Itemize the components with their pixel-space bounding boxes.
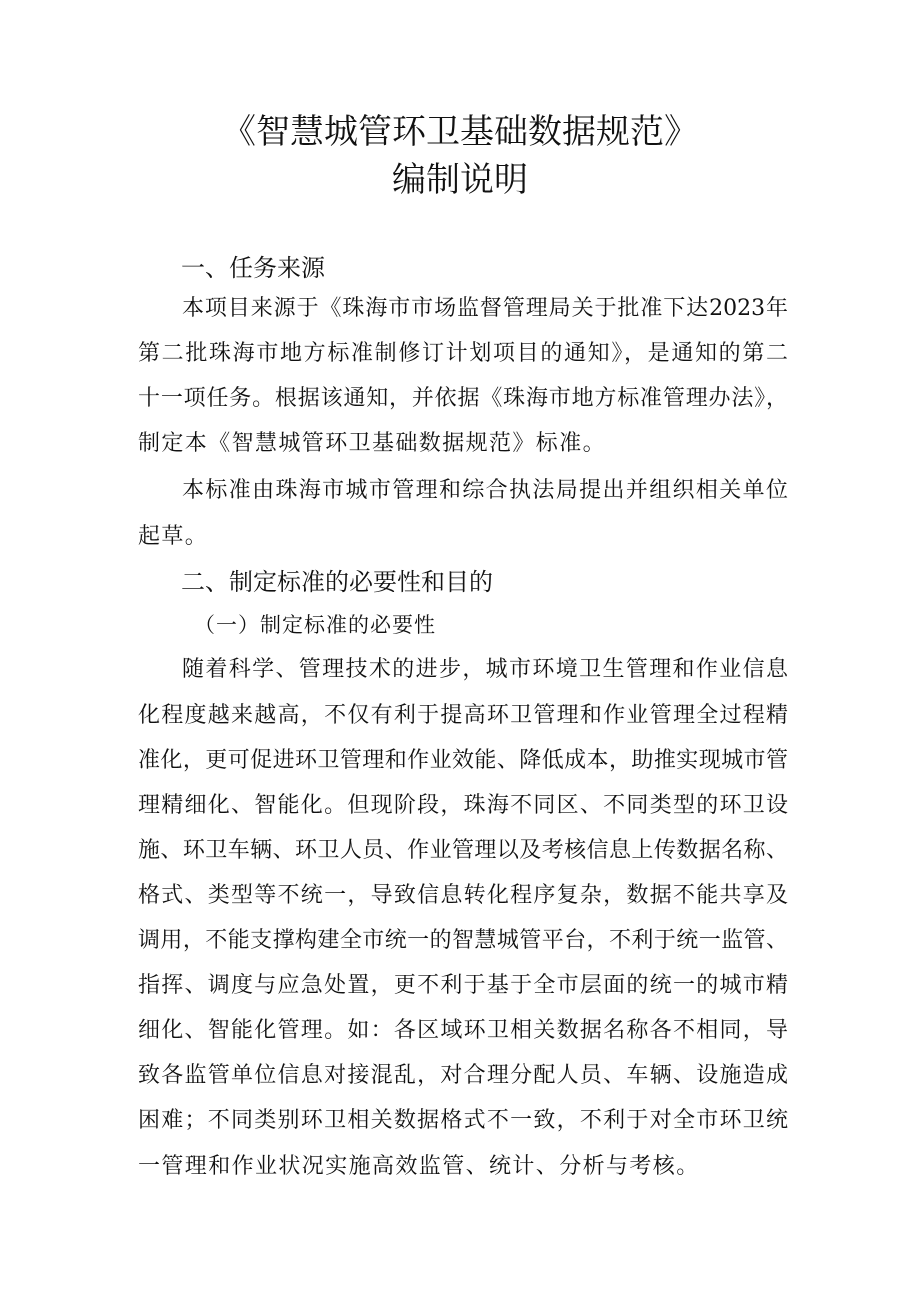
document-subtitle: 编制说明: [392, 160, 528, 200]
paragraph-line: 本项目来源于《珠海市市场监督管理局关于批准下达2023年: [182, 296, 788, 321]
paragraph-line: 细化、智能化管理。如：各区域环卫相关数据名称各不相同，导: [138, 1018, 788, 1043]
paragraph-line: 制定本《智慧城管环卫基础数据规范》标准。: [138, 431, 607, 456]
paragraph-line: 致各监管单位信息对接混乱，对合理分配人员、车辆、设施造成: [138, 1063, 788, 1088]
subsection-heading-necessity: （一）制定标准的必要性: [194, 613, 436, 637]
section-heading-necessity: 二、制定标准的必要性和目的: [181, 568, 493, 596]
paragraph-line: 施、环卫车辆、环卫人员、作业管理以及考核信息上传数据名称、: [138, 838, 788, 863]
paragraph-line: 一管理和作业状况实施高效监管、统计、分析与考核。: [138, 1154, 700, 1179]
paragraph-line: 本标准由珠海市城市管理和综合执法局提出并组织相关单位: [182, 478, 788, 503]
paragraph-line: 困难；不同类别环卫相关数据格式不一致，不利于对全市环卫统: [138, 1108, 788, 1133]
paragraph-line: 随着科学、管理技术的进步，城市环境卫生管理和作业信息: [182, 657, 788, 682]
paragraph-line: 准化，更可促进环卫管理和作业效能、降低成本，助推实现城市管: [138, 748, 788, 773]
paragraph-line: 理精细化、智能化。但现阶段，珠海不同区、不同类型的环卫设: [138, 793, 788, 818]
paragraph-line: 指挥、调度与应急处置，更不利于基于全市层面的统一的城市精: [138, 973, 788, 998]
paragraph-line: 十一项任务。根据该通知，并依据《珠海市地方标准管理办法》，: [138, 386, 788, 411]
paragraph-line: 调用，不能支撑构建全市统一的智慧城管平台，不利于统一监管、: [138, 928, 788, 953]
paragraph-line: 格式、类型等不统一，导致信息转化程序复杂，数据不能共享及: [138, 883, 788, 908]
paragraph-line: 第二批珠海市地方标准制修订计划项目的通知》，是通知的第二: [138, 341, 788, 366]
document-title: 《智慧城管环卫基础数据规范》: [222, 112, 698, 152]
paragraph-line: 起草。: [138, 524, 209, 549]
section-heading-task-source: 一、任务来源: [181, 254, 325, 282]
paragraph-line: 化程度越来越高，不仅有利于提高环卫管理和作业管理全过程精: [138, 703, 788, 728]
